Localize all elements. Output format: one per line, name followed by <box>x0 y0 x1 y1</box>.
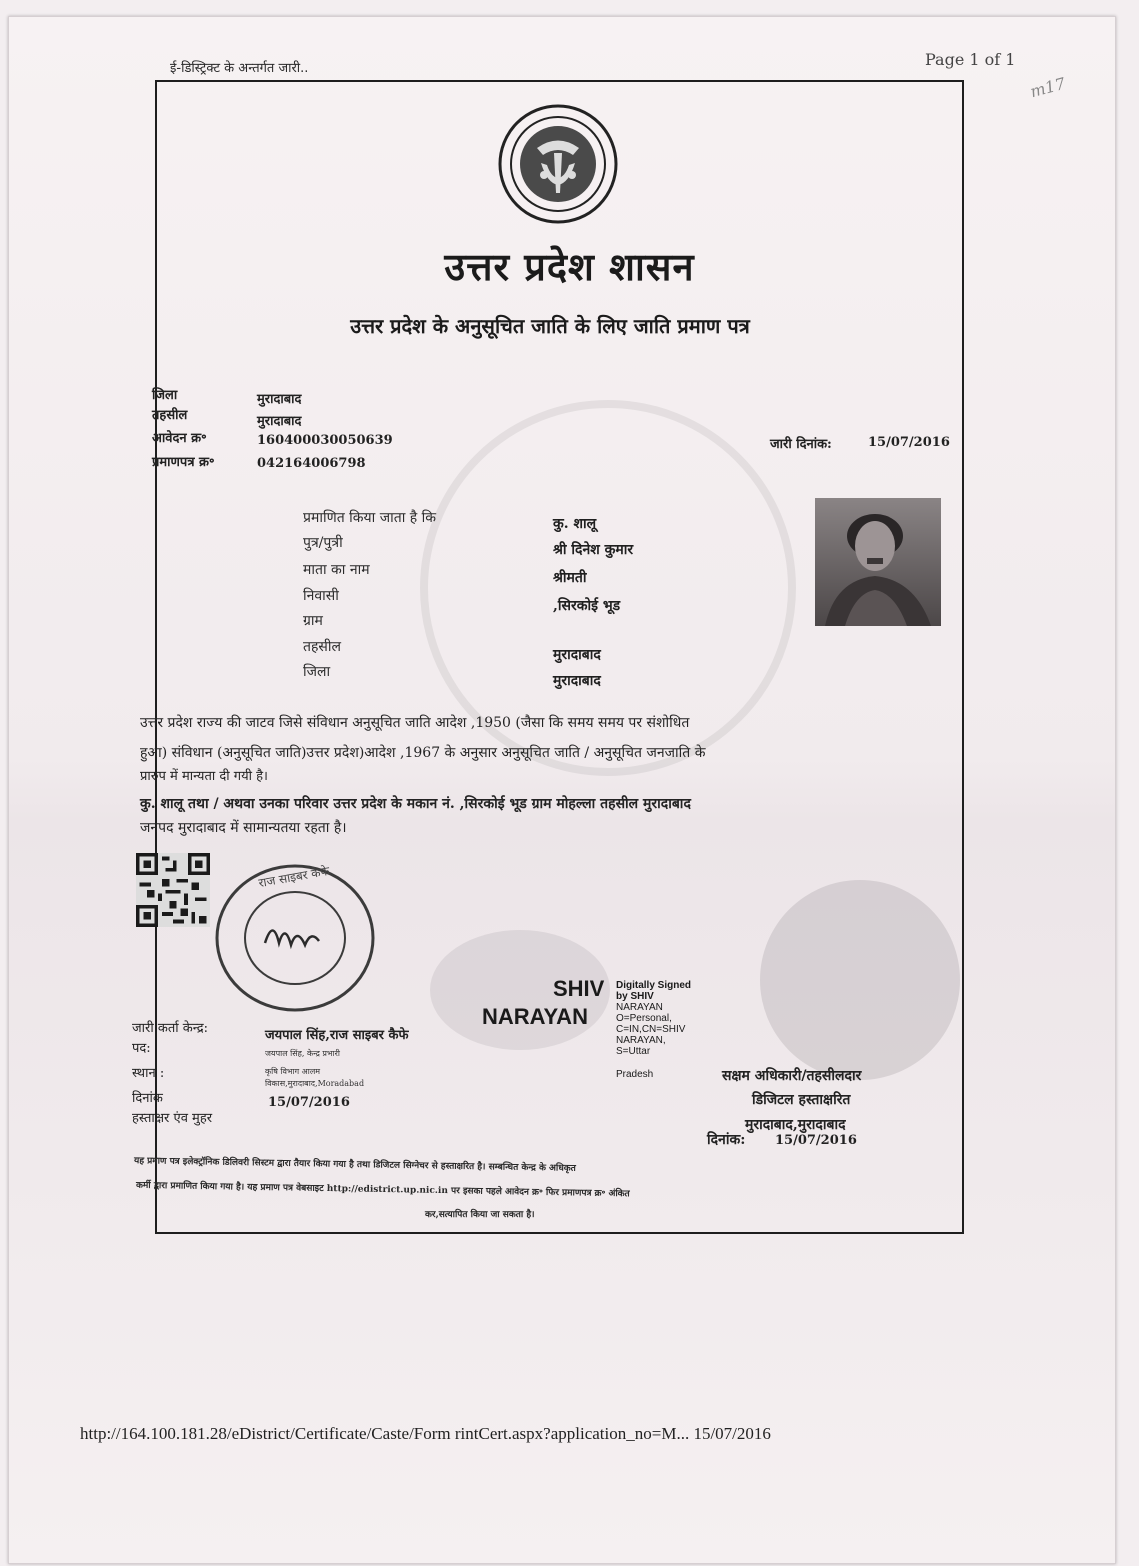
body-line-3: प्रारुप में मान्यता दी गयी है। <box>140 769 268 784</box>
sig-line: Pradesh <box>616 1069 654 1080</box>
officer-date-value: 15/07/2016 <box>775 1133 857 1148</box>
sig-line: S=Uttar <box>616 1046 651 1057</box>
issue-date-label: जारी दिनांक: <box>770 437 832 452</box>
mother-value: श्रीमती <box>553 570 587 586</box>
issuer-place-value-2: विकास,मुरादाबाद,Moradabad <box>265 1079 365 1088</box>
issuer-post-value: जयपाल सिंह, केन्द्र प्रभारी <box>265 1049 340 1058</box>
issuer-post-label: पद: <box>132 1041 151 1056</box>
field-tehsil-value: मुरादाबाद <box>553 647 601 663</box>
certify-label: प्रमाणित किया जाता है कि <box>303 510 437 526</box>
up-government-emblem-icon <box>497 103 619 225</box>
signer-name-bottom: NARAYAN <box>482 1004 588 1029</box>
officer-date-label: दिनांक: <box>707 1132 746 1148</box>
resident-label: निवासी <box>303 588 339 604</box>
sig-line: C=IN,CN=SHIV <box>616 1024 686 1035</box>
sig-line: O=Personal, <box>616 1013 672 1024</box>
issuer-date-label: दिनांक <box>132 1091 163 1106</box>
district-value: मुरादाबाद <box>257 392 302 407</box>
signer-name-top: SHIV <box>553 976 605 1001</box>
issue-date-value: 15/07/2016 <box>868 435 950 450</box>
mother-label: माता का नाम <box>303 562 370 578</box>
issuer-place-label: स्थान : <box>132 1066 165 1081</box>
village-label: ग्राम <box>303 613 323 629</box>
application-number: 160400030050639 <box>257 433 393 448</box>
district-label: जिला <box>152 388 178 403</box>
body-line-1: उत्तर प्रदेश राज्य की जाटव जिसे संविधान अनुसूचित जाति आदेश ,1950 (जैसा कि समय समय पर संशोधित <box>140 715 690 731</box>
child-of-label: पुत्र/पुत्री <box>303 535 343 551</box>
body-line-4: कु. शालू तथा / अथवा उनका परिवार उत्तर प्रदेश के मकान नं. ,सिरकोई भूड ग्राम मोहल्ला तहसील मुरादाबाद <box>140 796 691 812</box>
sig-line: NARAYAN, <box>616 1035 666 1046</box>
sig-line: Digitally Signed <box>616 980 692 991</box>
officer-title: सक्षम अधिकारी/तहसीलदार <box>722 1068 862 1084</box>
pencil-note: m17 <box>1028 73 1068 102</box>
certificate-subtitle: उत्तर प्रदेश के अनुसूचित जाति के लिए जाति प्रमाण पत्र <box>350 314 750 338</box>
page-title: उत्तर प्रदेश शासन <box>444 244 695 289</box>
field-district-value: मुरादाबाद <box>553 673 601 689</box>
qr-code <box>136 853 210 927</box>
certificate-label: प्रमाणपत्र क्र॰ <box>152 455 215 470</box>
cafe-round-stamp <box>210 858 380 1018</box>
sig-line: NARAYAN <box>616 1002 663 1013</box>
digital-signature-details <box>616 980 691 1080</box>
page-number: Page 1 of 1 <box>925 50 1016 69</box>
issued-under-text: ई-डिस्ट्रिक्ट के अन्तर्गत जारी.. <box>170 61 309 76</box>
tehsil-label: तहसील <box>152 408 188 423</box>
issuer-center-value: जयपाल सिंह,राज साइबर कैफे <box>265 1028 409 1043</box>
child-of-value: श्री दिनेश कुमार <box>553 542 634 558</box>
certificate-number: 042164006798 <box>257 456 366 471</box>
digitally-signed-label: डिजिटल हस्ताक्षरित <box>752 1092 851 1108</box>
issuer-sign-label: हस्ताक्षर एंव मुहर <box>132 1111 213 1126</box>
stamp-text: राज साइबर कैफे <box>257 863 331 891</box>
application-label: आवेदन क्र॰ <box>152 431 207 446</box>
sig-line: by SHIV <box>616 991 654 1002</box>
certify-value: कु. शालू <box>553 516 597 532</box>
body-line-2: हुआ) संविधान (अनुसूचित जाति)उत्तर प्रदेश)आदेश ,1967 के अनुसार अनुसूचित जाति / अनुसूचित जनजाति के <box>140 745 706 761</box>
issuer-place-value-1: कृषि विभाग आलम <box>265 1067 321 1076</box>
tehsil-value: मुरादाबाद <box>257 414 302 429</box>
field-tehsil-label: तहसील <box>303 639 341 655</box>
resident-value: ,सिरकोई भूड <box>553 598 621 614</box>
officer-place: मुरादाबाद,मुरादाबाद <box>745 1117 846 1133</box>
issuer-center-label: जारी कर्ता केन्द्र: <box>132 1021 209 1036</box>
applicant-photo <box>815 498 941 626</box>
footer-note-line-2: कर्मी द्वारा प्रमाणित किया गया है। यह प्रमाण पत्र वेबसाइट http://edistrict.up.nic.in पर इसका पहले आवेदन क्र॰ फिर प्रमाणपत्र क्र॰ अंकित <box>135 1180 630 1200</box>
body-line-5: जनपद मुरादाबाद में सामान्यतया रहता है। <box>140 820 347 836</box>
field-district-label: जिला <box>303 664 331 680</box>
footer-note-line-3: कर,सत्यापित किया जा सकता है। <box>425 1210 535 1220</box>
footer-note-line-1: यह प्रमाण पत्र इलेक्ट्रॉनिक डिलिवरी सिस्टम द्वारा तैयार किया गया है तथा डिजिटल सिग्नेचर से हस्ताक्षरित है। सम्बन्धित केन्द्र के अधिकृत <box>133 1156 576 1174</box>
source-url: http://164.100.181.28/eDistrict/Certificate/Caste/Form rintCert.aspx?application_no=M... 15/07/2016 <box>80 1424 771 1443</box>
issuer-date-value: 15/07/2016 <box>268 1095 350 1110</box>
